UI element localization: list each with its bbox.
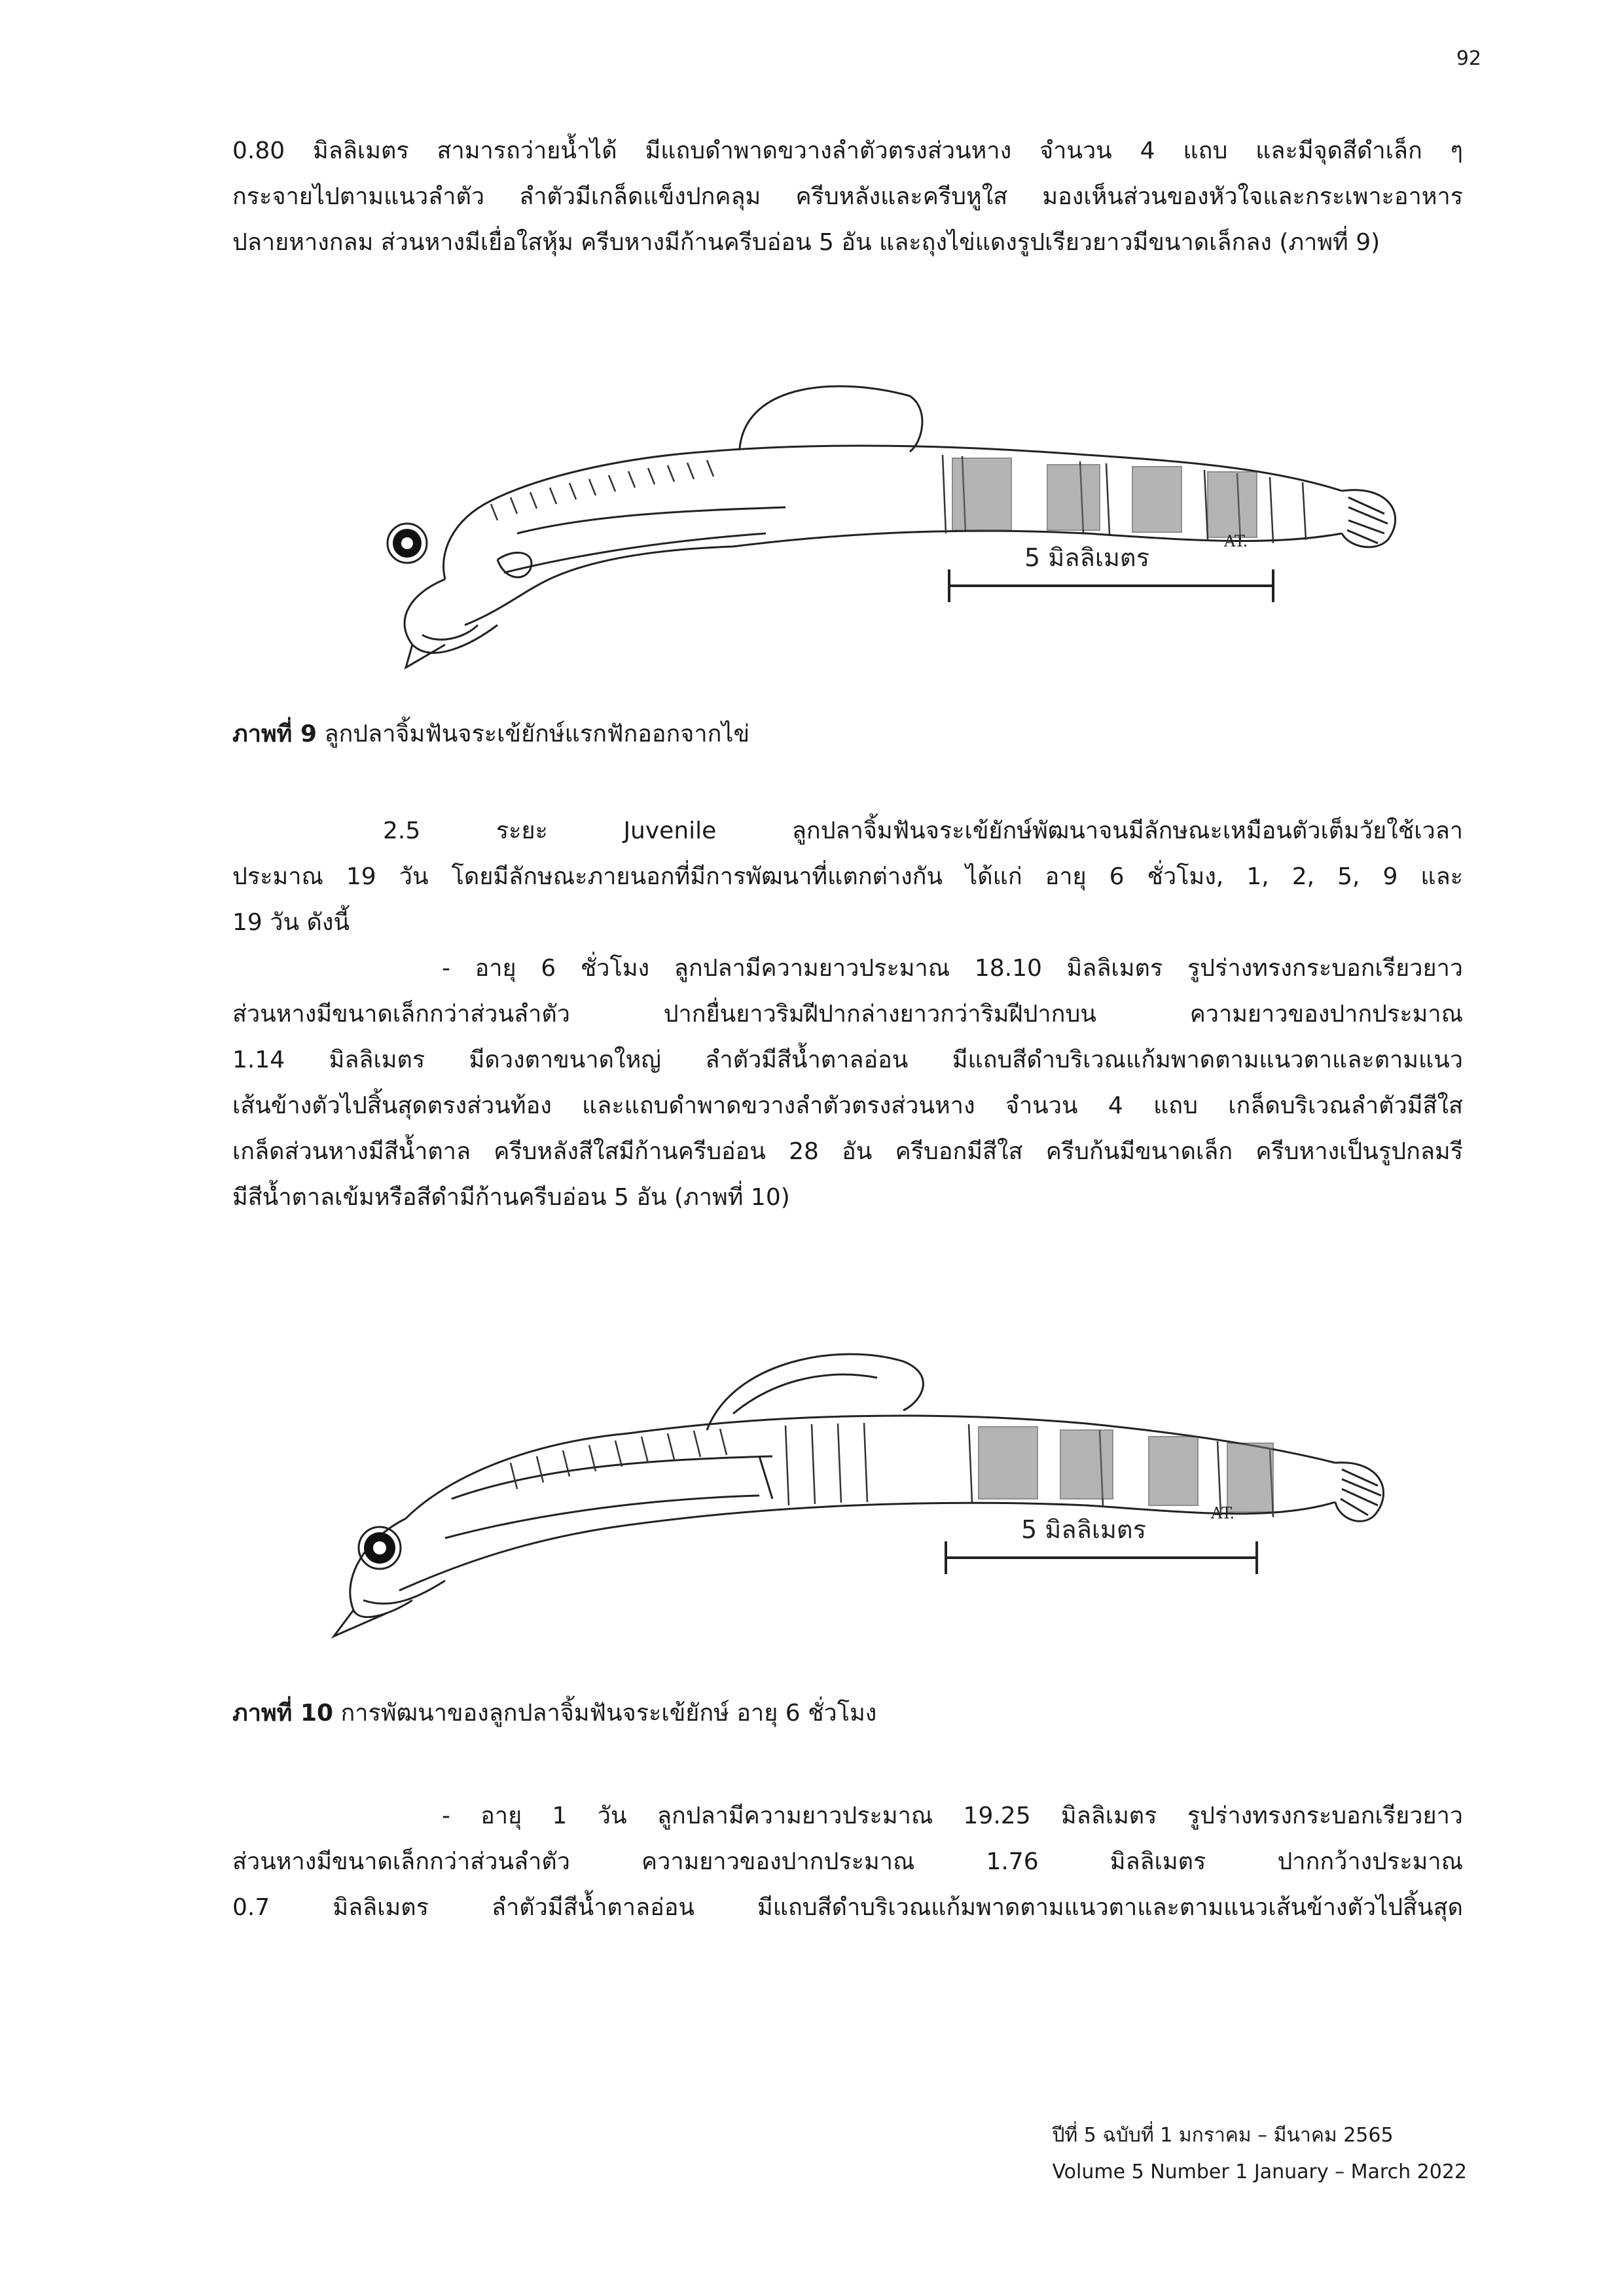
text-line: - อายุ 1 วัน ลูกปลามีความยาวประมาณ 19.25 มิลลิเมตร รูปร่างทรงกระบอกเรียวยาว: [442, 1803, 1463, 1829]
larva-drawing-6-hours: [314, 1302, 1394, 1649]
caption-label: ภาพที่ 10: [232, 1700, 334, 1727]
figure-10: [314, 1302, 1394, 1649]
scale-bar-label: 5 มิลลิเมตร: [1024, 543, 1150, 572]
caption-text: ลูกปลาจิ้มฟันจระเข้ยักษ์แรกฟักออกจากไข่: [317, 721, 750, 747]
text-line: - อายุ 6 ชั่วโมง ลูกปลามีความยาวประมาณ 18.10 มิลลิเมตร รูปร่างทรงกระบอกเรียวยาว: [442, 955, 1463, 982]
text-line: เกล็ดส่วนหางมีสีน้ำตาล ครีบหลังสีใสมีก้านครีบอ่อน 28 อัน ครีบอกมีสีใส ครีบก้นมีขนาดเล็ก ครีบหางเป็นรูปกลมรี: [232, 1138, 1463, 1165]
footer-issue-thai: ปีที่ 5 ฉบับที่ 1 มกราคม – มีนาคม 2565: [1052, 2124, 1394, 2147]
paragraph-2: [232, 808, 1463, 946]
text-line: 1.14 มิลลิเมตร มีดวงตาขนาดใหญ่ ลำตัวมีสีน้ำตาลอ่อน มีแถบสีดำบริเวณแก้มพาดตามแนวตาและตามแนว: [232, 1047, 1463, 1073]
text-line: 0.80 มิลลิเมตร สามารถว่ายน้ำได้ มีแถบดำพาดขวางลำตัวตรงส่วนหาง จำนวน 4 แถบ และมีจุดสีดำเล็ก ๆ: [232, 137, 1463, 164]
page-number: 92: [1456, 47, 1481, 70]
text-line: กระจายไปตามแนวลำตัว ลำตัวมีเกล็ดแข็งปกคลุม ครีบหลังและครีบหูใส มองเห็นส่วนของหัวใจและกระเพาะอาหาร: [232, 183, 1463, 210]
paragraph-3: [232, 946, 1463, 1221]
scale-bar-label: 5 มิลลิเมตร: [1021, 1515, 1147, 1544]
figure-10-caption: [232, 1694, 876, 1733]
caption-text: การพัฒนาของลูกปลาจิ้มฟันจระเข้ยักษ์ อายุ 6 ชั่วโมง: [333, 1700, 877, 1727]
text-line: ปลายหางกลม ส่วนหางมีเยื่อใสหุ้ม ครีบหางมีก้านครีบอ่อน 5 อัน และถุงไข่แดงรูปเรียวยาวมีขนาดเล็กลง (ภาพที่ 9): [232, 229, 1380, 256]
illustrator-signature: AT.: [1211, 1504, 1235, 1522]
figure-9: [367, 337, 1414, 684]
larva-drawing-newly-hatched: [367, 337, 1414, 684]
text-line: 19 วัน ดังนี้: [232, 909, 350, 936]
text-line: 0.7 มิลลิเมตร ลำตัวมีสีน้ำตาลอ่อน มีแถบสีดำบริเวณแก้มพาดตามแนวตาและตามแนวเส้นข้างตัวไปสิ้นสุด: [232, 1894, 1463, 1921]
paragraph-1: [232, 128, 1463, 266]
journal-footer: [1052, 2117, 1467, 2191]
text-line: ส่วนหางมีขนาดเล็กกว่าส่วนลำตัว ความยาวของปากประมาณ 1.76 มิลลิเมตร ปากกว้างประมาณ: [232, 1848, 1463, 1875]
footer-issue-english: Volume 5 Number 1 January – March 2022: [1052, 2161, 1467, 2183]
paragraph-4: [232, 1793, 1463, 1931]
caption-label: ภาพที่ 9: [232, 721, 317, 747]
figure-9-caption: [232, 715, 749, 754]
text-line: มีสีน้ำตาลเข้มหรือสีดำมีก้านครีบอ่อน 5 อัน (ภาพที่ 10): [232, 1184, 790, 1211]
illustrator-signature: AT.: [1224, 532, 1248, 550]
text-line: ประมาณ 19 วัน โดยมีลักษณะภายนอกที่มีการพัฒนาที่แตกต่างกัน ได้แก่ อายุ 6 ชั่วโมง, 1, 2, 5, 9 และ: [232, 863, 1463, 890]
text-line: 2.5 ระยะ Juvenile ลูกปลาจิ้มฟันจระเข้ยักษ์พัฒนาจนมีลักษณะเหมือนตัวเต็มวัยใช้เวลา: [383, 817, 1463, 844]
text-line: เส้นข้างตัวไปสิ้นสุดตรงส่วนท้อง และแถบดำพาดขวางลำตัวตรงส่วนหาง จำนวน 4 แถบ เกล็ดบริเวณลำตัวมีสีใส: [232, 1092, 1463, 1119]
text-line: ส่วนหางมีขนาดเล็กกว่าส่วนลำตัว ปากยื่นยาวริมฝีปากล่างยาวกว่าริมฝีปากบน ความยาวของปากประมาณ: [232, 1001, 1463, 1028]
